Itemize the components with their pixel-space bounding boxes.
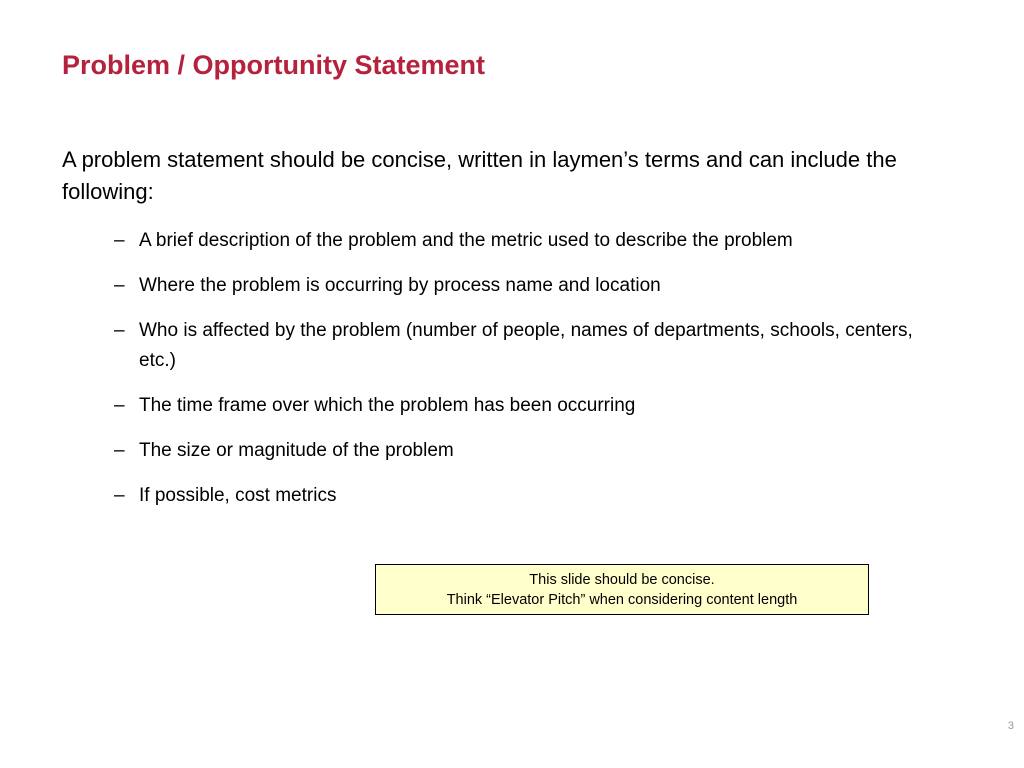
- list-item: [114, 316, 914, 376]
- slide-title: Problem / Opportunity Statement: [62, 50, 486, 80]
- note-line-1: This slide should be concise.: [529, 572, 715, 588]
- list-item-text: If possible, cost metrics: [139, 485, 337, 506]
- list-item-text: Where the problem is occurring by process name and location: [139, 275, 661, 296]
- list-item: [114, 391, 914, 421]
- list-item: [114, 481, 914, 511]
- dash-marker: –: [114, 440, 125, 461]
- intro-paragraph: A problem statement should be concise, written in laymen’s terms and can include the following:: [62, 147, 897, 204]
- list-item-text: A brief description of the problem and the metric used to describe the problem: [139, 230, 793, 251]
- list-item-text: Who is affected by the problem (number of people, names of departments, schools, centers, etc.): [139, 320, 913, 371]
- list-item: [114, 436, 914, 466]
- note-box: [375, 564, 869, 615]
- dash-marker: –: [114, 230, 125, 251]
- dash-marker: –: [114, 275, 125, 296]
- dash-marker: –: [114, 485, 125, 506]
- list-item-text: The size or magnitude of the problem: [139, 440, 454, 461]
- note-line-2: Think “Elevator Pitch” when considering content length: [446, 592, 798, 608]
- page-number: 3: [1007, 720, 1014, 732]
- list-item: [114, 226, 914, 256]
- bullet-list: [114, 226, 914, 526]
- list-item: [114, 271, 914, 301]
- dash-marker: –: [114, 395, 125, 416]
- dash-marker: –: [114, 320, 125, 341]
- list-item-text: The time frame over which the problem has been occurring: [139, 395, 636, 416]
